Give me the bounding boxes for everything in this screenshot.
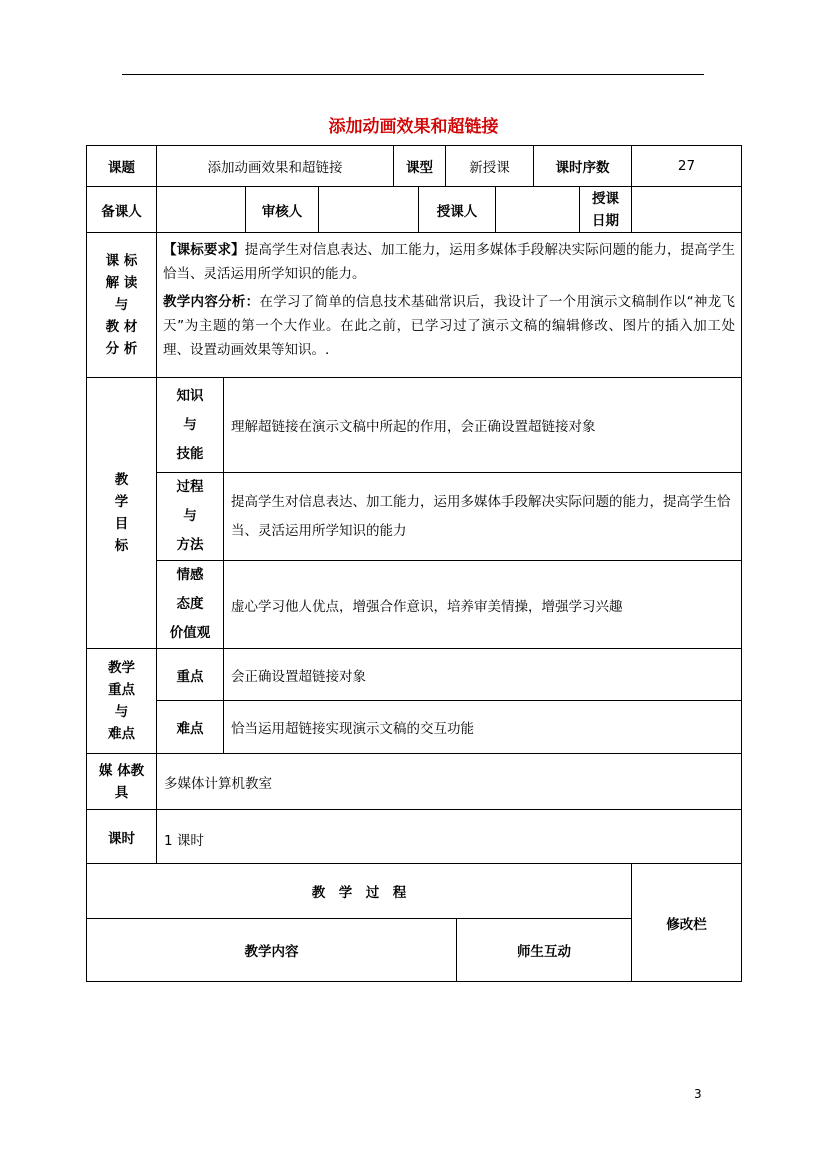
media-label <box>86 753 157 810</box>
goals-label <box>86 377 157 649</box>
analysis-label-line: 分 析 <box>105 341 138 357</box>
analysis-label-line: 课 标 <box>105 253 138 269</box>
analysis-label-line: 教 材 <box>105 319 138 335</box>
teaching-date-label-line1: 授课 <box>592 190 619 207</box>
reviewer-label: 审核人 <box>245 186 319 233</box>
content-analysis-label: 教学内容分析： <box>163 294 260 310</box>
media-label-line: 媒 体教 <box>98 762 145 779</box>
teaching-content-label: 教学内容 <box>86 918 457 982</box>
instructor-label: 授课人 <box>418 186 496 233</box>
process-methods-label <box>156 472 224 561</box>
process-label-line: 与 <box>183 508 197 524</box>
topic-label: 课题 <box>86 145 157 187</box>
page-number: 3 <box>694 1087 702 1101</box>
teaching-date-label <box>579 186 632 233</box>
process-header: 教 学 过 程 <box>86 863 632 919</box>
key-point-text: 会正确设置超链接对象 <box>223 648 742 701</box>
hours-label: 课时 <box>86 809 157 864</box>
lesson-seq-label: 课时序数 <box>533 145 632 187</box>
emotion-label-line: 态度 <box>176 596 204 612</box>
topic-value: 添加动画效果和超链接 <box>156 145 394 187</box>
instructor-value <box>495 186 580 233</box>
knowledge-skills-text: 理解超链接在演示文稿中所起的作用，会正确设置超链接对象 <box>223 377 742 473</box>
teacher-student-interaction-label: 师生互动 <box>456 918 632 982</box>
knowledge-skills-label <box>156 377 224 473</box>
key-difficulty-label-line: 教学 <box>108 660 135 676</box>
process-label-line: 过程 <box>176 479 204 495</box>
goals-label-line: 教 <box>114 472 129 488</box>
key-point-label: 重点 <box>156 648 224 701</box>
curriculum-requirement <box>163 238 735 286</box>
process-label-line: 方法 <box>176 537 204 553</box>
difficulty-text: 恰当运用超链接实现演示文稿的交互功能 <box>223 700 742 754</box>
analysis-label-line: 解 读 <box>105 275 138 291</box>
teaching-date-value <box>631 186 742 233</box>
difficulty-label: 难点 <box>156 700 224 754</box>
prep-teacher-label: 备课人 <box>86 186 157 233</box>
knowledge-label-line: 技能 <box>176 445 204 462</box>
goals-label-line: 目 <box>114 516 129 532</box>
analysis-label <box>86 232 157 378</box>
header-rule <box>122 74 704 75</box>
emotion-label-line: 情感 <box>176 567 204 583</box>
content-analysis <box>163 290 735 362</box>
key-difficulty-label-line: 难点 <box>108 726 135 742</box>
lesson-type-label: 课型 <box>393 145 446 187</box>
knowledge-label-line: 知识 <box>176 387 204 404</box>
media-text: 多媒体计算机教室 <box>156 753 742 810</box>
page-title: 添加动画效果和超链接 <box>328 117 499 137</box>
lesson-type-value: 新授课 <box>445 145 534 187</box>
content-analysis-text: 在学习了简单的信息技术基础常识后，我设计了一个用演示文稿制作以“神龙飞天”为主题的第一个大作业。在此之前，已学习过了演示文稿的编辑修改、图片的插入加工处理、设置动画效果等知识。. <box>163 294 735 358</box>
revision-column-label: 修改栏 <box>631 863 742 982</box>
lesson-seq-value: 27 <box>631 145 742 187</box>
emotion-label-line: 价值观 <box>169 625 211 641</box>
emotion-values-text: 虚心学习他人优点，增强合作意识，培养审美情操，增强学习兴趣 <box>223 560 742 649</box>
emotion-values-label <box>156 560 224 649</box>
key-difficulty-label-line: 重点 <box>108 682 135 698</box>
key-difficulty-label <box>86 648 157 754</box>
key-difficulty-label-line: 与 <box>114 704 129 720</box>
teaching-date-label-line2: 日期 <box>592 212 619 229</box>
curriculum-requirement-label: 【课标要求】 <box>163 242 245 258</box>
goals-label-line: 学 <box>114 494 129 510</box>
analysis-content <box>156 232 742 378</box>
analysis-label-line: 与 <box>114 297 129 313</box>
process-methods-text: 提高学生对信息表达、加工能力，运用多媒体手段解决实际问题的能力，提高学生恰当、灵活运用所学知识的能力 <box>223 472 742 561</box>
media-label-line: 具 <box>114 784 129 801</box>
hours-text: 1 课时 <box>156 809 742 864</box>
curriculum-requirement-text: 提高学生对信息表达、加工能力，运用多媒体手段解决实际问题的能力，提高学生恰当、灵活运用所学知识的能力。 <box>163 242 736 282</box>
goals-label-line: 标 <box>114 538 129 554</box>
knowledge-label-line: 与 <box>183 416 197 433</box>
reviewer-value <box>318 186 419 233</box>
prep-teacher-value <box>156 186 246 233</box>
